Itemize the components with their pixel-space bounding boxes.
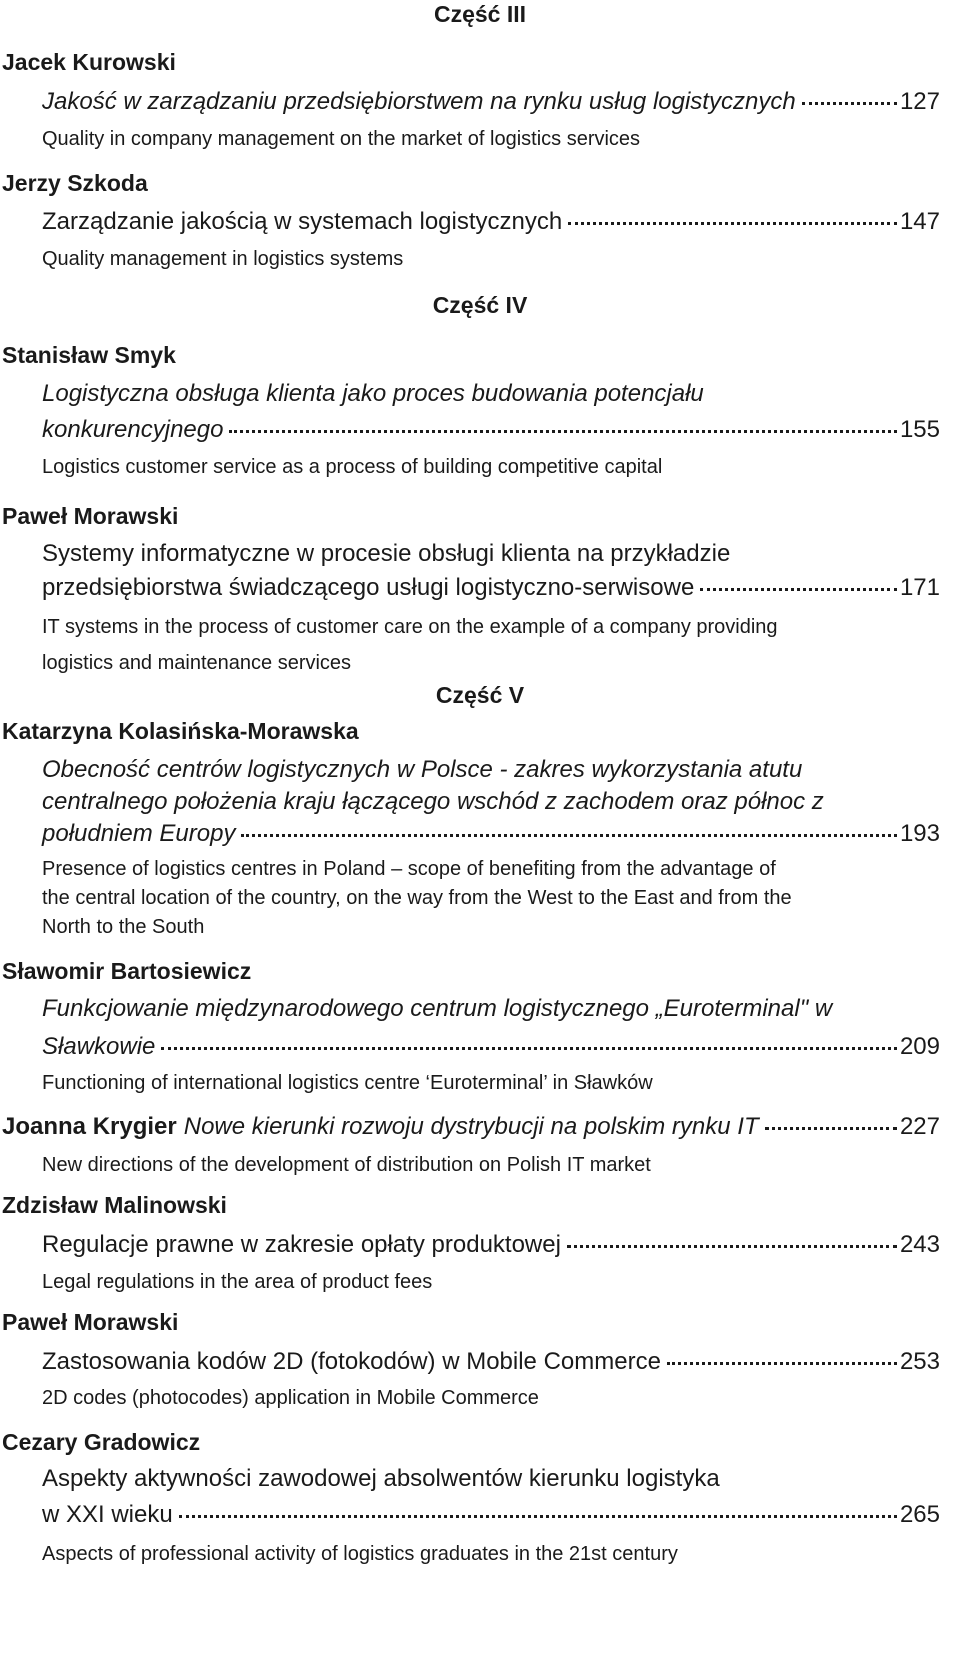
title-text: Jakość w zarządzaniu przedsiębiorstwem na rynku usług logistycznych bbox=[42, 88, 796, 115]
dot-leader bbox=[765, 1127, 897, 1130]
page-number: 227 bbox=[899, 1113, 940, 1140]
english-title-line: the central location of the country, on the way from the West to the East and from the bbox=[42, 887, 792, 909]
english-title: Quality in company management on the market of logistics services bbox=[42, 128, 641, 150]
toc-entry-title[interactable] bbox=[42, 416, 940, 444]
toc-entry-title[interactable] bbox=[42, 88, 940, 116]
toc-entry-title[interactable] bbox=[42, 1231, 940, 1259]
title-text: Systemy informatyczne w procesie obsługi klienta na przykładzie bbox=[42, 540, 731, 567]
page-number: 155 bbox=[899, 416, 940, 443]
title-text: Sławkowie bbox=[42, 1033, 156, 1060]
dot-leader bbox=[700, 588, 897, 591]
toc-entry-title[interactable] bbox=[42, 574, 940, 602]
page-number: 209 bbox=[899, 1033, 940, 1060]
page-number: 147 bbox=[899, 208, 940, 235]
english-title: Functioning of international logistics centre ‘Euroterminal’ in Sławków bbox=[42, 1072, 653, 1094]
dot-leader bbox=[241, 834, 897, 837]
english-title: New directions of the development of distribution on Polish IT market bbox=[42, 1154, 651, 1176]
page-number: 243 bbox=[899, 1231, 940, 1258]
author-name: Joanna Krygier bbox=[2, 1113, 177, 1140]
english-title: Legal regulations in the area of product fees bbox=[42, 1271, 433, 1293]
part-heading: Część III bbox=[433, 1, 527, 27]
page-number: 193 bbox=[899, 820, 940, 847]
toc-entry-title[interactable] bbox=[42, 1033, 940, 1061]
english-title: 2D codes (photocodes) application in Mobile Commerce bbox=[42, 1387, 539, 1409]
english-title-line: North to the South bbox=[42, 916, 205, 938]
english-title: Aspects of professional activity of logistics graduates in the 21st century bbox=[42, 1543, 678, 1565]
author-name: Stanisław Smyk bbox=[2, 342, 176, 368]
dot-leader bbox=[802, 102, 897, 105]
author-name: Cezary Gradowicz bbox=[2, 1429, 201, 1455]
title-text: Nowe kierunki rozwoju dystrybucji na polskim rynku IT bbox=[183, 1113, 759, 1140]
toc-entry-title[interactable] bbox=[42, 1348, 940, 1376]
title-text: Obecność centrów logistycznych w Polsce - zakres wykorzystania atutu bbox=[42, 756, 803, 783]
author-name: Katarzyna Kolasińska-Morawska bbox=[2, 718, 359, 744]
page-number: 253 bbox=[899, 1348, 940, 1375]
toc-entry-title[interactable] bbox=[42, 1501, 940, 1529]
author-name: Zdzisław Malinowski bbox=[2, 1192, 227, 1218]
dot-leader bbox=[229, 430, 897, 433]
title-text: Zarządzanie jakością w systemach logistycznych bbox=[42, 208, 563, 235]
dot-leader bbox=[568, 222, 897, 225]
title-text: Funkcjowanie międzynarodowego centrum logistycznego „Euroterminal" w bbox=[42, 995, 833, 1022]
title-text: południem Europy bbox=[42, 820, 236, 847]
author-name: Jacek Kurowski bbox=[2, 49, 176, 75]
english-title-line: IT systems in the process of customer care on the example of a company providing bbox=[42, 616, 778, 638]
author-name: Jerzy Szkoda bbox=[2, 170, 148, 196]
english-title-line: Presence of logistics centres in Poland – scope of benefiting from the advantage of bbox=[42, 858, 776, 880]
part-heading: Część IV bbox=[432, 292, 528, 318]
english-title: Logistics customer service as a process of building competitive capital bbox=[42, 456, 663, 478]
english-title-line: logistics and maintenance services bbox=[42, 652, 352, 674]
toc-entry-title[interactable] bbox=[2, 1113, 940, 1141]
author-name: Paweł Morawski bbox=[2, 503, 179, 529]
title-text: Logistyczna obsługa klienta jako proces budowania potencjału bbox=[42, 380, 704, 407]
title-text: Zastosowania kodów 2D (fotokodów) w Mobile Commerce bbox=[42, 1348, 661, 1375]
dot-leader bbox=[179, 1515, 897, 1518]
english-title: Quality management in logistics systems bbox=[42, 248, 404, 270]
title-text: Regulacje prawne w zakresie opłaty produktowej bbox=[42, 1231, 561, 1258]
dot-leader bbox=[667, 1362, 897, 1365]
author-name: Paweł Morawski bbox=[2, 1309, 179, 1335]
page-number: 171 bbox=[899, 574, 940, 601]
title-text: centralnego położenia kraju łączącego wschód z zachodem oraz północ z bbox=[42, 788, 824, 815]
page-number: 127 bbox=[899, 88, 940, 115]
page-number: 265 bbox=[899, 1501, 940, 1528]
dot-leader bbox=[567, 1245, 897, 1248]
author-name: Sławomir Bartosiewicz bbox=[2, 958, 252, 984]
title-text: przedsiębiorstwa świadczącego usługi logistyczno-serwisowe bbox=[42, 574, 695, 601]
dot-leader bbox=[161, 1047, 897, 1050]
toc-entry-title[interactable] bbox=[42, 820, 940, 848]
part-heading: Część V bbox=[435, 682, 525, 708]
title-text: Aspekty aktywności zawodowej absolwentów kierunku logistyka bbox=[42, 1465, 720, 1492]
title-text: konkurencyjnego bbox=[42, 416, 224, 443]
title-text: w XXI wieku bbox=[42, 1501, 173, 1528]
toc-entry-title[interactable] bbox=[42, 208, 940, 236]
